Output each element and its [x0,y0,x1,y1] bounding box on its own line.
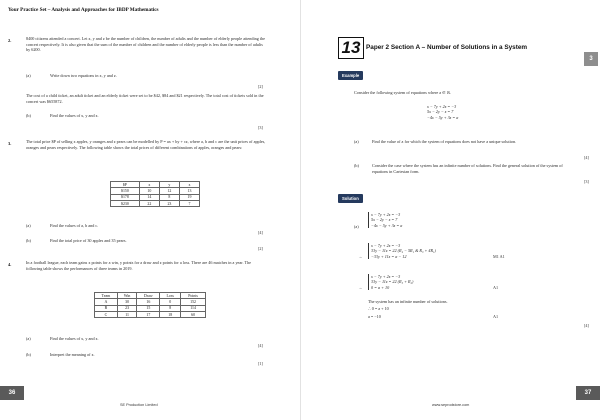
q4-a-marks: [4] [258,343,263,348]
solution-system-3 [368,274,413,290]
table-cell: 22 [139,200,159,206]
table-cell: 114 [181,305,206,311]
solution-system-1 [368,212,402,228]
solution-system-2 [368,243,436,259]
table-row [111,200,200,206]
table-cell: 8 [159,194,179,200]
question-4-stem: In a football league, each team gains x points for a win, y points for a draw and z points for a loss. There are 46 matches in a year. The following table shows the performances of three teams in 2019. [26,260,251,271]
q4-b-label: (b) [26,352,31,357]
table-cell: C [95,311,118,317]
table-header: y [159,182,179,188]
table-cell: 18 [160,311,181,317]
table-cell: 23 [117,305,136,311]
consider-text: Consider the following system of equations where a ∈ ℝ. [354,90,452,95]
table-cell: 12 [159,188,179,194]
equation-system [427,104,458,120]
part-a-label: (a) [354,139,359,144]
table-cell: 13 [179,188,199,194]
q3-a-marks: [4] [258,230,263,235]
solution-marks-2: M1 A1 [493,254,505,259]
q2-a-text: Write down two equations in x, y and z. [50,73,117,78]
q3-a-label: (a) [26,223,31,228]
solution-line-2: a = −10 [368,314,381,319]
q4-b-marks: [1] [258,361,263,366]
table-header: Team [95,293,118,299]
page-gutter [300,0,301,420]
table-cell: 17 [137,311,160,317]
table-header: $P [111,182,140,188]
q2-mid-text: The cost of a child ticket, an adult ticket and an elderly ticket were set to be $42, $84 and $21 respectively. The total cost of tickets sold in the concert was $655872. [26,93,264,104]
table-cell: A [95,299,118,305]
question-2-number: 2. [8,38,12,43]
solution-badge: Solution [338,194,363,203]
table-cell: 16 [137,299,160,305]
q4-b-text: Interpret the meaning of z. [50,352,95,357]
left-footer: SE Production Limited [120,403,158,407]
table-cell: $150 [111,188,140,194]
left-page-number: 36 [0,386,24,400]
example-badge: Example [338,71,363,80]
table-cell: 60 [181,311,206,317]
table-header: x [139,182,159,188]
table-header: Loss [160,293,181,299]
q2-b-label: (b) [26,113,31,118]
equation-line: −33y + 11z = a − 12 [371,253,407,259]
equation-line: 5x − 2y − z = 7 [427,109,454,115]
implies-arrow: → [358,285,363,290]
question-4-number: 4. [8,262,12,267]
table-cell: $230 [111,200,140,206]
question-3-number: 3. [8,141,12,146]
q4-a-text: Find the values of x, y and z. [50,336,99,341]
equation-line: 0 = a + 10 [371,284,390,290]
chapter-number: 13 [338,37,364,59]
table-header: Win [117,293,136,299]
q2-b-marks: [3] [258,125,263,130]
q2-a-label: (a) [26,73,31,78]
table-cell: 0 [160,299,181,305]
q3-a-text: Find the values of a, b and c. [50,223,99,228]
equation-line: −4x − 5y + 3z = a [371,222,403,228]
side-tab: 3 [584,52,598,66]
table-cell: 19 [179,194,199,200]
table-cell: $178 [111,194,140,200]
equation-line: −4x − 5y + 3z = a [427,114,459,120]
prices-table [110,181,200,207]
q2-a-marks: [2] [258,84,263,89]
q3-b-text: Find the total price of 30 apples and 35 pears. [50,238,127,243]
question-2-stem: 8400 citizens attended a concert. Let x, y and z be the number of children, the number of adults and the number of elderly people attending the concert respectively. It is also given that the sum of the number of children and the number of elderly people is less than the number of adults by 6200. [26,36,265,53]
q3-b-label: (b) [26,238,31,243]
solution-total-marks: [4] [584,323,589,328]
table-header: Draw [137,293,160,299]
table-row [95,311,206,317]
equation-line: 5x − 2y − z = 7 [371,217,398,223]
q4-a-label: (a) [26,336,31,341]
league-table [94,292,206,318]
table-cell: 23 [159,200,179,206]
equation-line: 33y − 11z = 22 (R₃ + R₂) [371,279,414,285]
table-cell: 10 [139,188,159,194]
solution-line-1: ∴ 0 = a + 10 [368,306,389,311]
table-cell: 8 [160,305,181,311]
question-3-stem: The total price $P of selling x apples, y oranges and z pears can be modelled by P = ax + by + cz, where a, b and c are the unit prices of apples, oranges and pears respectively. The following table shows the total prices of different combinations of apples, oranges and pears: [26,139,266,150]
table-header: Points [181,293,206,299]
equation-line: 33y − 11z = 22 (R₂ − 5R₁ & R₃ + 4R₁) [371,248,436,254]
solution-text: The system has an infinite number of solutions. [368,299,448,304]
equation-line: x − 7y + 2z = −3 [371,243,401,248]
equation-line: x − 7y + 2z = −3 [371,212,401,217]
table-cell: B [95,305,118,311]
part-b-label: (b) [354,163,359,168]
equation-line: x − 7y + 2z = −3 [371,274,401,279]
table-cell: 11 [117,311,136,317]
table-cell: 7 [179,200,199,206]
implies-arrow: → [358,254,363,259]
book-title: Your Practice Set – Analysis and Approaches for IBDP Mathematics [8,7,159,13]
part-b-marks: [3] [584,179,589,184]
equation-line: x − 7y + 2z = −3 [427,104,457,109]
chapter-title: Paper 2 Section A – Number of Solutions in a System [366,44,528,51]
table-cell: 15 [137,305,160,311]
table-cell: 30 [117,299,136,305]
q2-b-text: Find the values of x, y and z. [50,113,99,118]
part-a-marks: [4] [584,155,589,160]
part-a-text: Find the value of a for which the system of equations does not have a unique solution. [372,139,517,144]
solution-marks-3: A1 [493,285,499,290]
right-page-number: 37 [576,386,600,400]
solution-marks-4: A1 [493,314,499,319]
table-cell: 14 [139,194,159,200]
part-b-text: Consider the case where the system has an infinite number of solutions. Find the general solution of the system of equations in Cartesian form. [372,163,563,174]
right-footer: www.seprodstore.com [432,403,470,407]
solution-part-label: (a) [354,224,359,229]
table-cell: 152 [181,299,206,305]
table-header: z [179,182,199,188]
q3-b-marks: [2] [258,246,263,251]
